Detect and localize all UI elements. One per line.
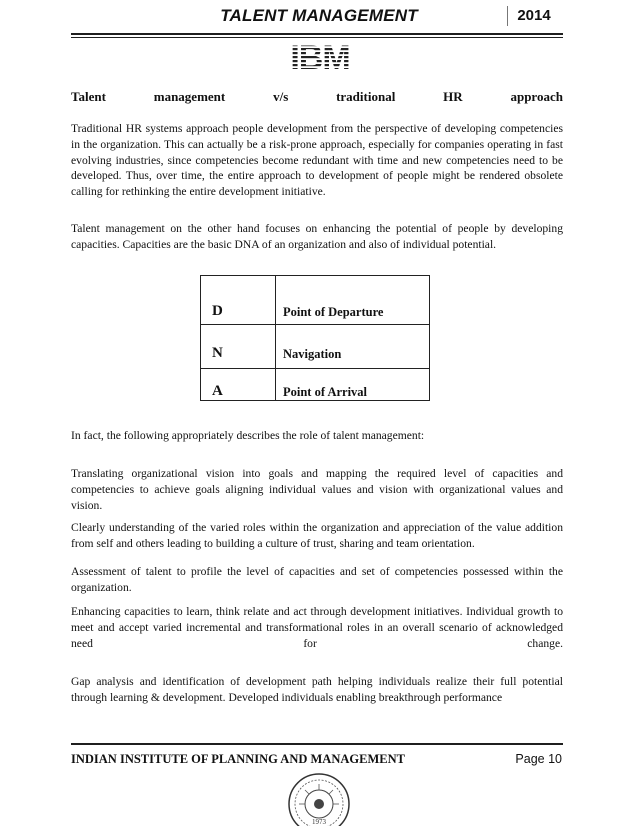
header-divider (71, 33, 563, 35)
paragraph-intro-list: In fact, the following appropriately describes the role of talent management: (71, 429, 425, 442)
footer-institute-name: INDIAN INSTITUTE OF PLANNING AND MANAGEMENT (71, 752, 405, 766)
dna-row (201, 369, 430, 401)
dna-letter: N (201, 325, 276, 369)
header-divider-thin (71, 37, 563, 38)
institute-seal-emblem (277, 770, 361, 826)
seal-year: 1973 (312, 818, 326, 826)
paragraph-assessment: Assessment of talent to profile the level of capacities and set of competencies possessed within the organization. (71, 565, 563, 594)
heading-word: v/s (273, 89, 289, 104)
paragraph-talent-management: Talent management on the other hand focuses on enhancing the potential of people by developing capacities. Capacities are the basic DNA of an organization and also of individual potential. (71, 222, 563, 251)
section-heading (71, 89, 563, 105)
paragraph-translating-vision: Translating organizational vision into goals and mapping the required level of capacities and competencies to achieve goals aligning individual values and vision with organizational values and vision. (71, 467, 563, 512)
paragraph-traditional-hr: Traditional HR systems approach people development from the perspective of developing competencies in the organization. This can actually be a risk-prone approach, especially for companies operating in fast evolving industries, since competencies become redundant with time and new competencies need to be developed. Thus, over time, the entire approach to development of people might be rendered obsolete calling for rethinking the entire development initiative. (71, 122, 563, 199)
dna-table (200, 275, 430, 401)
dna-meaning: Navigation (276, 325, 430, 369)
document-header-title: TALENT MANAGEMENT (220, 6, 418, 25)
ibm-logo (278, 40, 362, 72)
footer-divider (71, 743, 563, 745)
dna-letter: A (201, 369, 276, 401)
dna-row (201, 276, 430, 325)
ibm-logo-text: IBM (290, 40, 350, 72)
footer-page-number: Page 10 (515, 752, 562, 766)
dna-letter: D (201, 276, 276, 325)
heading-word: HR (443, 89, 463, 104)
dna-meaning: Point of Arrival (276, 369, 430, 401)
heading-word: traditional (336, 89, 396, 104)
heading-word: management (153, 89, 226, 104)
heading-word: approach (510, 89, 563, 104)
paragraph-enhancing-capacities: Enhancing capacities to learn, think relate and act through development initiatives. Individual growth to meet and accept varied incremental and transformational roles in an overall scenario of acknowledged need for change. (71, 605, 563, 650)
paragraph-gap-analysis: Gap analysis and identification of development path helping individuals realize their full potential through learning & development. Developed individuals enabling breakthrough performance (71, 675, 563, 704)
paragraph-understanding-roles: Clearly understanding of the varied roles within the organization and appreciation of the value addition from self and others leading to building a culture of trust, sharing and team orientation. (71, 521, 563, 550)
heading-word: Talent (71, 89, 106, 104)
document-header-year: 2014 (507, 6, 560, 26)
dna-meaning: Point of Departure (276, 276, 430, 325)
dna-row (201, 325, 430, 369)
